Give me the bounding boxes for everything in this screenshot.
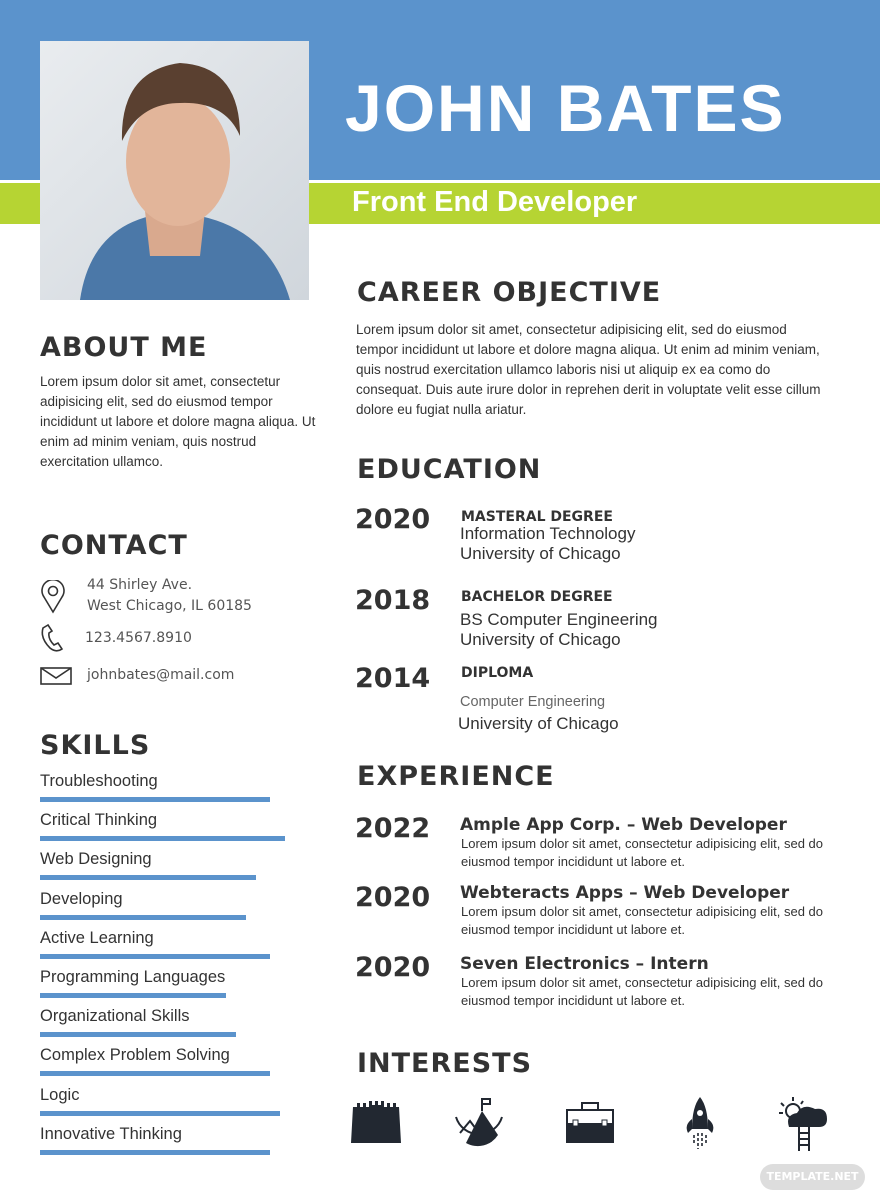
objective-text: Lorem ipsum dolor sit amet, consectetur adipisicing elit, sed do eiusmod tempor incididunt ut labore et dolore magna aliqua. Ut enim ad minim veniam, quis nostrud exercitation ullamco laboris nisi ut aliquip ex ea como do consequat. Duis aute irure dolor in reprehen derit in voluptate velit esse cillum dolore eu fugiat nulla ariatur. <box>356 322 821 417</box>
experience-title: Webteracts Apps – Web Developer <box>460 883 790 903</box>
skill-level-bar <box>40 1032 236 1037</box>
email-icon <box>40 667 72 685</box>
skills-heading: SKILLS <box>40 730 151 761</box>
education-degree: BACHELOR DEGREE <box>461 589 613 605</box>
education-field: Computer Engineering <box>460 694 606 710</box>
experience-desc: Lorem ipsum dolor sit amet, consectetur adipisicing elit, sed do eiusmod tempor incididunt ut labore et. <box>461 836 824 869</box>
experience-desc: Lorem ipsum dolor sit amet, consectetur adipisicing elit, sed do eiusmod tempor incididunt ut labore et. <box>461 975 824 1008</box>
education-school: University of Chicago <box>458 714 619 733</box>
briefcase-icon <box>560 1093 620 1153</box>
skill-level-bar <box>40 1071 270 1076</box>
skill-level-bar <box>40 797 270 802</box>
about-heading: ABOUT ME <box>40 332 208 363</box>
skill-level-bar <box>40 954 270 959</box>
education-heading: EDUCATION <box>357 454 542 485</box>
education-year: 2014 <box>355 663 431 694</box>
profile-photo <box>40 41 309 300</box>
skill-label: Programming Languages <box>40 968 226 986</box>
education-year: 2018 <box>355 585 431 616</box>
skill-label: Logic <box>40 1085 80 1104</box>
skill-label: Developing <box>40 889 123 908</box>
skill-label: Complex Problem Solving <box>40 1046 230 1065</box>
experience-title: Seven Electronics – Intern <box>460 954 709 974</box>
job-title: Front End Developer <box>352 186 638 218</box>
education-field: BS Computer Engineering <box>460 610 658 629</box>
education-degree: DIPLOMA <box>461 665 534 681</box>
about-text: Lorem ipsum dolor sit amet, consectetur adipisicing elit, sed do eiusmod tempor incididunt ut labore et dolore magna aliqua. Ut enim ad minim veniam, quis nostrud exercitation ullamco. <box>40 374 316 469</box>
education-year: 2020 <box>355 504 431 535</box>
address-line-1: 44 Shirley Ave. <box>87 577 193 593</box>
phone-number: 123.4567.8910 <box>85 630 192 646</box>
mountain-flag-icon <box>450 1093 510 1153</box>
cloud-ladder-icon <box>775 1093 835 1153</box>
skill-level-bar <box>40 915 246 920</box>
skill-label: Organizational Skills <box>40 1007 190 1026</box>
template-watermark: TEMPLATE.NET <box>760 1164 865 1190</box>
experience-title: Ample App Corp. – Web Developer <box>460 815 787 835</box>
contact-heading: CONTACT <box>40 530 188 561</box>
skill-label: Troubleshooting <box>40 772 158 790</box>
experience-year: 2020 <box>355 882 431 913</box>
phone-icon <box>40 623 66 653</box>
skill-label: Active Learning <box>40 928 154 947</box>
skill-level-bar <box>40 875 256 880</box>
skill-level-bar <box>40 1150 270 1155</box>
experience-year: 2020 <box>355 952 431 983</box>
full-name: JOHN BATES <box>345 71 786 145</box>
skill-label: Innovative Thinking <box>40 1124 182 1143</box>
location-pin-icon <box>40 580 66 614</box>
address-line-2: West Chicago, IL 60185 <box>87 598 252 614</box>
skill-label: Web Designing <box>40 850 152 869</box>
skill-level-bar <box>40 993 226 998</box>
education-school: University of Chicago <box>460 544 621 563</box>
experience-desc: Lorem ipsum dolor sit amet, consectetur adipisicing elit, sed do eiusmod tempor incididunt ut labore et. <box>461 904 824 937</box>
skill-level-bar <box>40 1111 280 1116</box>
skill-level-bar <box>40 836 285 841</box>
experience-year: 2022 <box>355 813 431 844</box>
castle-icon <box>347 1093 407 1153</box>
rocket-icon <box>670 1093 730 1153</box>
education-degree: MASTERAL DEGREE <box>461 509 613 525</box>
education-field: Information Technology <box>460 524 636 543</box>
interests-heading: INTERESTS <box>357 1048 533 1079</box>
skill-label: Critical Thinking <box>40 811 158 830</box>
experience-heading: EXPERIENCE <box>357 761 555 792</box>
education-school: University of Chicago <box>460 630 621 649</box>
email-address[interactable]: johnbates@mail.com <box>87 667 235 683</box>
objective-heading: CAREER OBJECTIVE <box>357 277 662 308</box>
